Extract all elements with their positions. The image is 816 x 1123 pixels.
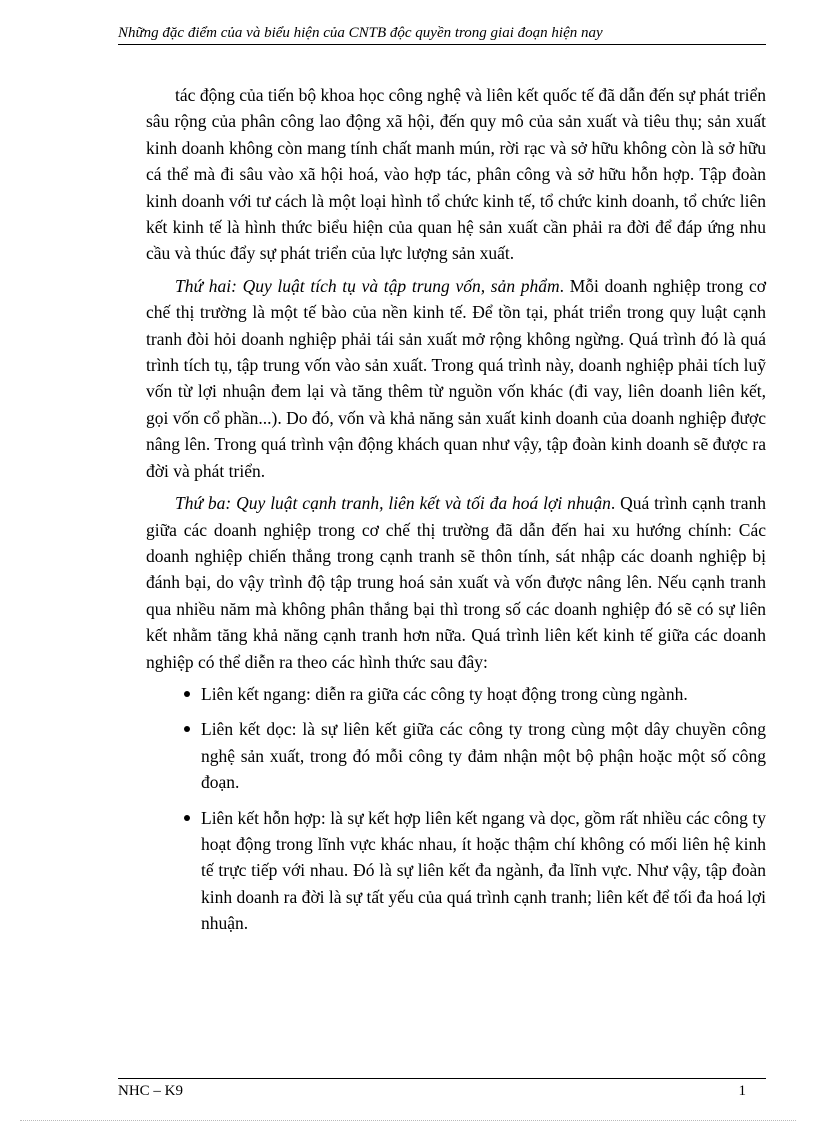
paragraph-1: tác động của tiến bộ khoa học công nghệ và liên kết quốc tế đã dẫn đến sự phát triển sâu rộng của phân công lao động xã hội, đến quy mô của sản xuất và tiêu thụ; sản xuất kinh doanh không còn mang tính chất manh mún, rời rạc và sở hữu không còn là sở hữu cá thể mà đi sâu vào xã hội hoá, vào hợp tác, phân công và sở hữu hỗn hợp. Tập đoàn kinh doanh với tư cách là một loại hình tổ chức kinh tế, tổ chức kinh doanh, tổ chức liên kết kinh tế là hình thức biểu hiện của quan hệ sản xuất cần phải ra đời để đáp ứng nhu cầu và thúc đẩy sự phát triển của lực lượng sản xuất.	[146, 85, 766, 264]
paragraph-3	[146, 490, 766, 675]
bullet-dot-icon	[184, 691, 190, 697]
paragraph-3-text: . Quá trình cạnh tranh giữa các doanh nghiệp trong cơ chế thị trường đã dẫn đến hai xu hướng chính: Các doanh nghiệp chiến thắng trong cạnh tranh sẽ thôn tính, sát nhập các doanh nghiệp bị đánh bại, do vậy trình độ tập trung hoá sản xuất và vốn được nâng lên. Nếu cạnh tranh qua nhiều năm mà không phân thắng bại thì trong số các doanh nghiệp đó sẽ có sự liên kết nhằm tăng khả năng cạnh tranh hơn nữa. Quá trình liên kết kinh tế giữa các doanh nghiệp có thể diễn ra theo các hình thức sau đây:	[146, 493, 767, 672]
paragraph-2-heading: Thứ hai: Quy luật tích tụ và tập trung vốn, sản phẩm	[175, 275, 560, 296]
list-item	[201, 681, 766, 707]
paragraph-2-text: . Mỗi doanh nghiệp trong cơ chế thị trường là một tế bào của nền kinh tế. Để tồn tại, phát triển trong quy luật cạnh tranh đòi hỏi doanh nghiệp phải tái sản xuất mở rộng không ngừng. Quá trình đó là quá trình tích tụ, tập trung vốn vào sản xuất. Trong quá trình này, doanh nghiệp phải tích luỹ vốn từ lợi nhuận đem lại và tăng thêm từ nguồn vốn khác (đi vay, liên doanh liên kết, gọi vốn cổ phần...). Do đó, vốn và khả năng sản xuất kinh doanh của doanh nghiệp được nâng lên. Trong quá trình vận động khách quan như vậy, tập đoàn kinh doanh sẽ được ra đời và phát triển.	[146, 275, 766, 481]
page-bottom-edge	[20, 1120, 796, 1121]
bullet-list	[146, 681, 766, 937]
page-number: 1	[738, 1083, 746, 1099]
paragraph-2	[146, 273, 766, 484]
list-item-text: Liên kết ngang: diễn ra giữa các công ty hoạt động trong cùng ngành.	[201, 683, 688, 704]
list-item	[201, 805, 766, 937]
header-title: Những đặc điểm của và biểu hiện của CNTB độc quyền trong giai đoạn hiện nay	[118, 25, 603, 41]
page-body	[146, 82, 766, 946]
list-item-text: Liên kết hỗn hợp: là sự kết hợp liên kết ngang và dọc, gồm rất nhiều các công ty hoạt động trong lĩnh vực khác nhau, ít hoặc thậm chí không có mối liên hệ kinh tế trực tiếp với nhau. Đó là sự liên kết đa ngành, đa lĩnh vực. Như vậy, tập đoàn kinh doanh ra đời là sự tất yếu của quá trình cạnh tranh; liên kết để tối đa hoá lợi nhuận.	[201, 807, 766, 934]
list-item-text: Liên kết dọc: là sự liên kết giữa các công ty trong cùng một dây chuyền công nghệ sản xuất, trong đó mỗi công ty đảm nhận một bộ phận hoặc một số công đoạn.	[201, 719, 766, 793]
list-item	[201, 716, 766, 795]
paragraph-3-heading: Thứ ba: Quy luật cạnh tranh, liên kết và tối đa hoá lợi nhuận	[175, 493, 611, 514]
bullet-dot-icon	[184, 815, 190, 821]
footer-divider	[118, 1078, 766, 1079]
footer-label: NHC – K9	[118, 1083, 184, 1099]
bullet-dot-icon	[184, 726, 190, 732]
running-header	[118, 24, 766, 45]
